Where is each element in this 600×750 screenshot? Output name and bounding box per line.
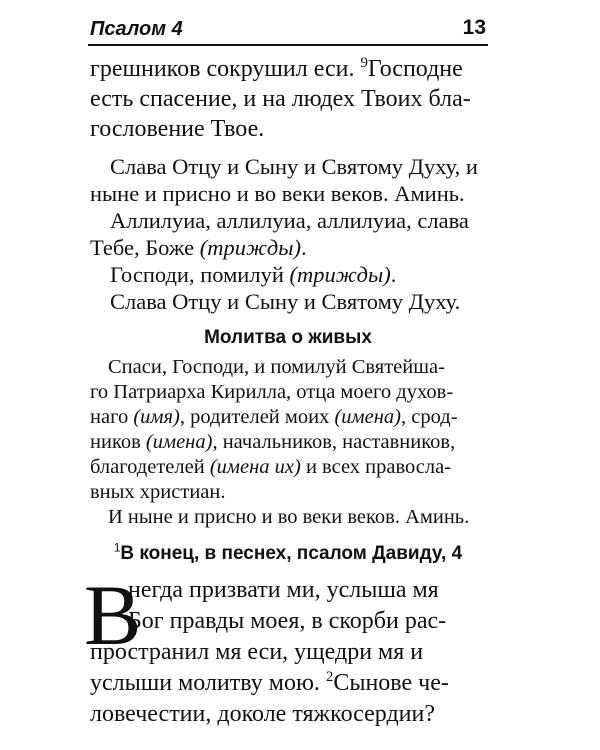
text-line: го Патриарха Кирилла, отца моего духов- [90,381,454,403]
text-fragment: ников [90,431,146,453]
text-fragment: Господи, помилуй [110,262,290,287]
text-fragment: , начальников, наставников, [212,431,456,453]
verse-number: 9 [360,55,368,71]
header-title: Псалом 4 [90,18,183,40]
text-fragment: грешников сокрушил еси. [90,56,361,82]
text-line: Слава Отцу и Сыну и Святому Духу. [110,289,461,314]
rubric: (трижды) [199,235,302,260]
text-line: вных христиан. [90,481,226,503]
drop-cap: В [84,567,142,663]
page-number: 13 [462,16,486,39]
text-line [90,456,451,479]
section-heading: Молитва о живых [204,327,372,348]
rubric: (имена) [145,431,213,453]
text-line: Спаси, Господи, и помилуй Святейша- [108,356,445,378]
text-line: ныне и присно и во веки веков. Аминь. [90,181,465,206]
rubric: (имена) [334,406,401,428]
text-fragment: , срод- [401,406,458,428]
text-line: Слава Отцу и Сыну и Святому Духу, и [110,154,478,179]
psalm-title: В конец, в песнех, псалом Давиду, 4 [120,543,463,564]
text-fragment: Тебе, Боже [90,235,200,260]
text-fragment: наго [90,406,134,428]
psalm-heading [88,543,488,565]
text-fragment: . [301,235,307,260]
rubric: (трижды) [289,262,391,287]
text-line [90,431,455,454]
text-fragment: и всех правосла- [300,456,452,478]
text-line: гословение Твое. [90,116,265,142]
text-line: пространил мя еси, ущедри мя и [90,639,424,665]
text-line: есть спасение, и на людех Твоих бла- [90,86,471,112]
text-fragment: Господне [367,56,463,82]
rubric: (имена их) [209,456,301,478]
text-fragment: услыши молитву мою. [90,670,326,696]
running-header [88,14,488,46]
rubric: (имя) [133,406,180,428]
text-line [90,406,458,429]
text-line: И ныне и присно и во веки веков. Аминь. [108,506,470,528]
text-line: ловечестии, доколе тяжкосердии? [90,701,435,727]
text-line [90,670,449,697]
text-line: Бог правды моея, в скорби рас- [128,608,447,634]
text-fragment: благодетелей [90,456,210,478]
text-fragment: . [390,262,397,287]
verse-number: 1 [113,541,121,555]
text-fragment: Сынове че- [333,670,449,696]
text-line [110,262,396,288]
verse-number: 2 [325,669,334,685]
text-line [90,235,307,261]
text-line [90,56,463,83]
text-line: негда призвати ми, услыша мя [128,577,439,603]
text-line: Аллилуиа, аллилуиа, аллилуиа, слава [110,208,469,233]
text-fragment: , родителей моих [179,406,335,428]
